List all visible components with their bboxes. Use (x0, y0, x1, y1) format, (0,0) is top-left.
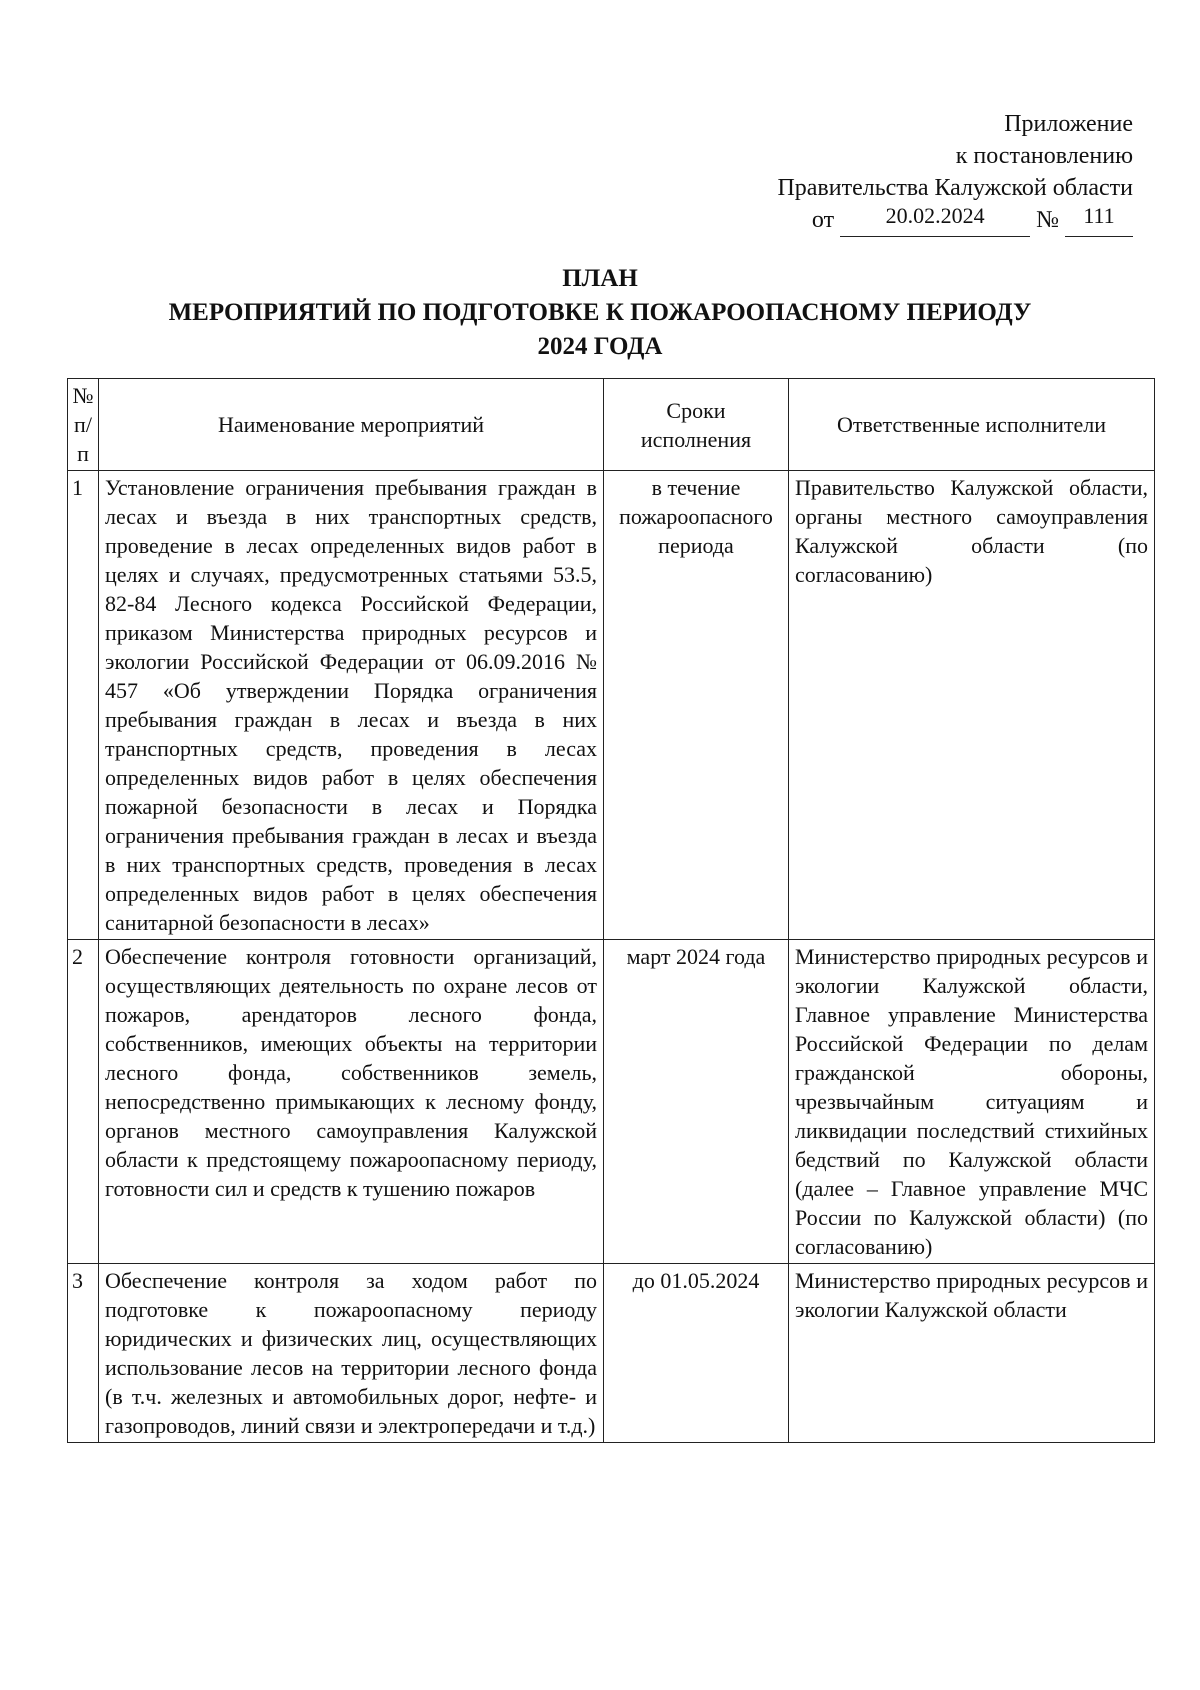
header-term: Сроки исполнения (604, 379, 789, 471)
row-term: в течение пожароопасного периода (604, 471, 789, 940)
row-responsible: Правительство Калужской области, органы местного самоуправления Калужской области (по согласованию) (789, 471, 1155, 940)
row-name: Обеспечение контроля за ходом работ по подготовке к пожароопасному периоду юридических и физических лиц, осуществляющих использование лесов на территории лесного фонда (в т.ч. железных и автомобильных дорог, нефте- и газопроводов, линий связи и электропередачи и т.д.) (99, 1264, 604, 1443)
header-responsible: Ответственные исполнители (789, 379, 1155, 471)
row-term: до 01.05.2024 (604, 1264, 789, 1443)
appendix-government: Правительства Калужской области (777, 175, 1133, 201)
header-num: № п/ п (68, 379, 99, 471)
row-responsible: Министерство природных ресурсов и экологии Калужской области (789, 1264, 1155, 1443)
date-field (840, 204, 1030, 237)
number-field (1065, 204, 1133, 237)
table-row (68, 1264, 1155, 1443)
row-num: 1 (68, 471, 99, 940)
date-value: 20.02.2024 (885, 203, 985, 228)
appendix-date-line (777, 204, 1133, 237)
row-term: март 2024 года (604, 940, 789, 1264)
plan-table (67, 378, 1155, 1443)
title-line-1: ПЛАН (562, 265, 638, 292)
appendix-block (777, 108, 1133, 237)
row-num: 3 (68, 1264, 99, 1443)
appendix-title: Приложение (1004, 111, 1133, 137)
table-header-row (68, 379, 1155, 471)
row-responsible: Министерство природных ресурсов и экологии Калужской области, Главное управление Министерства Российской Федерации по делам гражданской обороны, чрезвычайным ситуациям и ликвидации последствий стихийных бедствий по Калужской области (далее – Главное управление МЧС России по Калужской области) (по согласованию) (789, 940, 1155, 1264)
table-row (68, 940, 1155, 1264)
row-num: 2 (68, 940, 99, 1264)
header-name: Наименование мероприятий (99, 379, 604, 471)
number-value: 111 (1083, 203, 1115, 228)
table-row (68, 471, 1155, 940)
title-line-3: 2024 ГОДА (537, 333, 663, 360)
number-label: № (1036, 207, 1059, 233)
document-title (0, 262, 1200, 364)
row-name: Установление ограничения пребывания граждан в лесах и въезда в них транспортных средств, проведение в лесах определенных видов работ в целях и случаях, предусмотренных статьями 53.5, 82-84 Лесного кодекса Российской Федерации, приказом Министерства природных ресурсов и экологии Российской Федерации от 06.09.2016 № 457 «Об утверждении Порядка ограничения пребывания граждан в лесах и въезда в них транспортных средств, проведения в лесах определенных видов работ в целях обеспечения пожарной безопасности в лесах и Порядка ограничения пребывания граждан в лесах и въезда в них транспортных средств, проведения в лесах определенных видов работ в целях обеспечения санитарной безопасности в лесах» (99, 471, 604, 940)
row-name: Обеспечение контроля готовности организаций, осуществляющих деятельность по охране лесов от пожаров, арендаторов лесного фонда, собственников, имеющих объекты на территории лесного фонда, собственников земель, непосредственно примыкающих к лесному фонду, органов местного самоуправления Калужской области к предстоящему пожароопасному периоду, готовности сил и средств к тушению пожаров (99, 940, 604, 1264)
title-line-2: МЕРОПРИЯТИЙ ПО ПОДГОТОВКЕ К ПОЖАРООПАСНОМУ ПЕРИОДУ (168, 299, 1032, 326)
appendix-resolution: к постановлению (955, 143, 1133, 169)
from-label: от (811, 207, 835, 233)
